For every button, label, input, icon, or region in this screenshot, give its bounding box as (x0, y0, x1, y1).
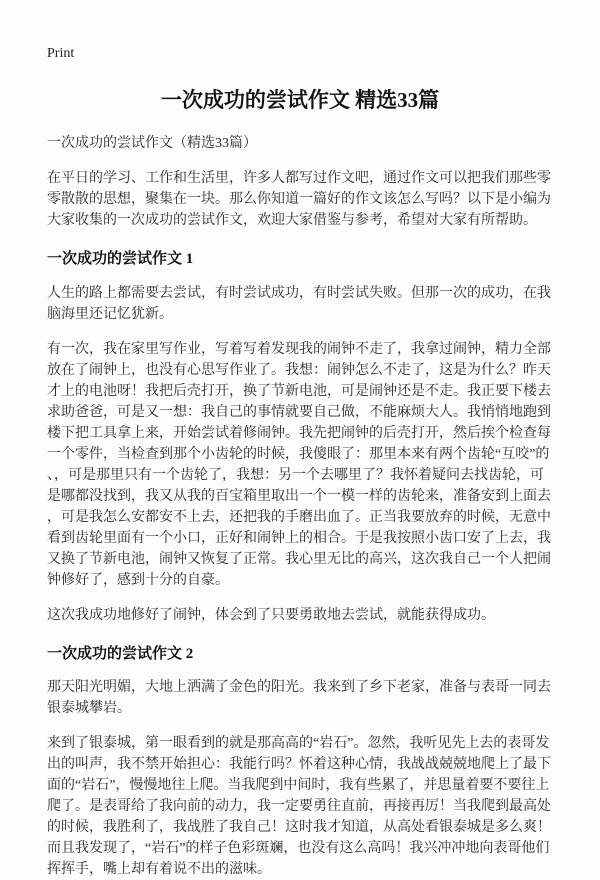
section1-paragraph-1: 人生的路上都需要去尝试，有时尝试成功，有时尝试失败。但那一次的成功，在我脑海里还记忆犹新。 (47, 285, 551, 322)
section-heading-2: 一次成功的尝试作文 2 (47, 645, 194, 662)
section2-paragraph-2: 来到了银泰城，第一眼看到的就是那高高的“岩石”。忽然，我听见先上去的表哥发出的叫声，我不禁开始担心：我能行吗？怀着这种心情，我战战兢兢地爬上了最下面的“岩石”，慢慢地往上爬。当我爬到中间时，我有些累了，并思量着要不要往上爬了。是表哥给了我向前的动力，我一定要勇往直前，再接再厉！当我爬到最高处的时候，我胜利了，我战胜了我自己！这时我才知道，从高处看银泰城是多么爽！而且我发现了，“岩石”的样子色彩斑斓，也没有这么高吗！我兴冲冲地向表哥他们挥挥手，嘴上却有着说不出的滋味。 (47, 736, 551, 878)
print-link[interactable]: Print (47, 46, 75, 61)
section-heading-1: 一次成功的尝试作文 1 (47, 251, 194, 268)
section1-paragraph-3: 这次我成功地修好了闹钟，体会到了只要勇敢地去尝试，就能获得成功。 (47, 607, 495, 623)
page-title: 一次成功的尝试作文 精选33篇 (160, 88, 440, 112)
section2-paragraph-1: 那天阳光明媚，大地上洒满了金色的阳光。我来到了乡下老家，准备与表哥一同去银泰城攀岩。 (47, 680, 551, 717)
intro-paragraph: 在平日的学习、工作和生活里，许多人都写过作文吧，通过作文可以把我们那些零零散散的思想，聚集在一块。那么你知道一篇好的作文该怎么写吗？以下是小编为大家收集的一次成功的尝试作文，欢迎大家借鉴与参考，希望对大家有所帮助。 (47, 171, 551, 229)
section1-paragraph-2: 有一次，我在家里写作业，写着写着发现我的闹钟不走了，我拿过闹钟，精力全部放在了闹钟上，也没有心思写作业了。我想：闹钟怎么不走了，这是为什么？昨天才上的电池呀！我把后壳打开，换了节新电池，可是闹钟还是不走。我正要下楼去求助爸爸，可是又一想：我自己的事情就要自己做，不能麻烦大人。我悄悄地跑到楼下把工具拿上来，开始尝试着修闹钟。我先把闹钟的后壳打开，然后挨个检查每一个零件，当检查到那个小齿轮的时候，我傻眼了：那里本来有两个齿轮“互咬”的、，可是那里只有一个齿轮了，我想：另一个去哪里了？我怀着疑问去找齿轮，可是哪都没找到，我又从我的百宝箱里取出一个一模一样的齿轮来，准备安到上面去，可是我怎么安都安不上去，还把我的手磨出血了。正当我要放弃的时候，无意中看到齿轮里面有一个小口，正好和闹钟上的相合。于是我按照小齿口安了上去，我又换了节新电池，闹钟又恢复了正常。我心里无比的高兴，这次我自己一个人把闹钟修好了，感到十分的自豪。 (47, 341, 551, 588)
doc-subtitle: 一次成功的尝试作文（精选33篇） (47, 136, 257, 152)
